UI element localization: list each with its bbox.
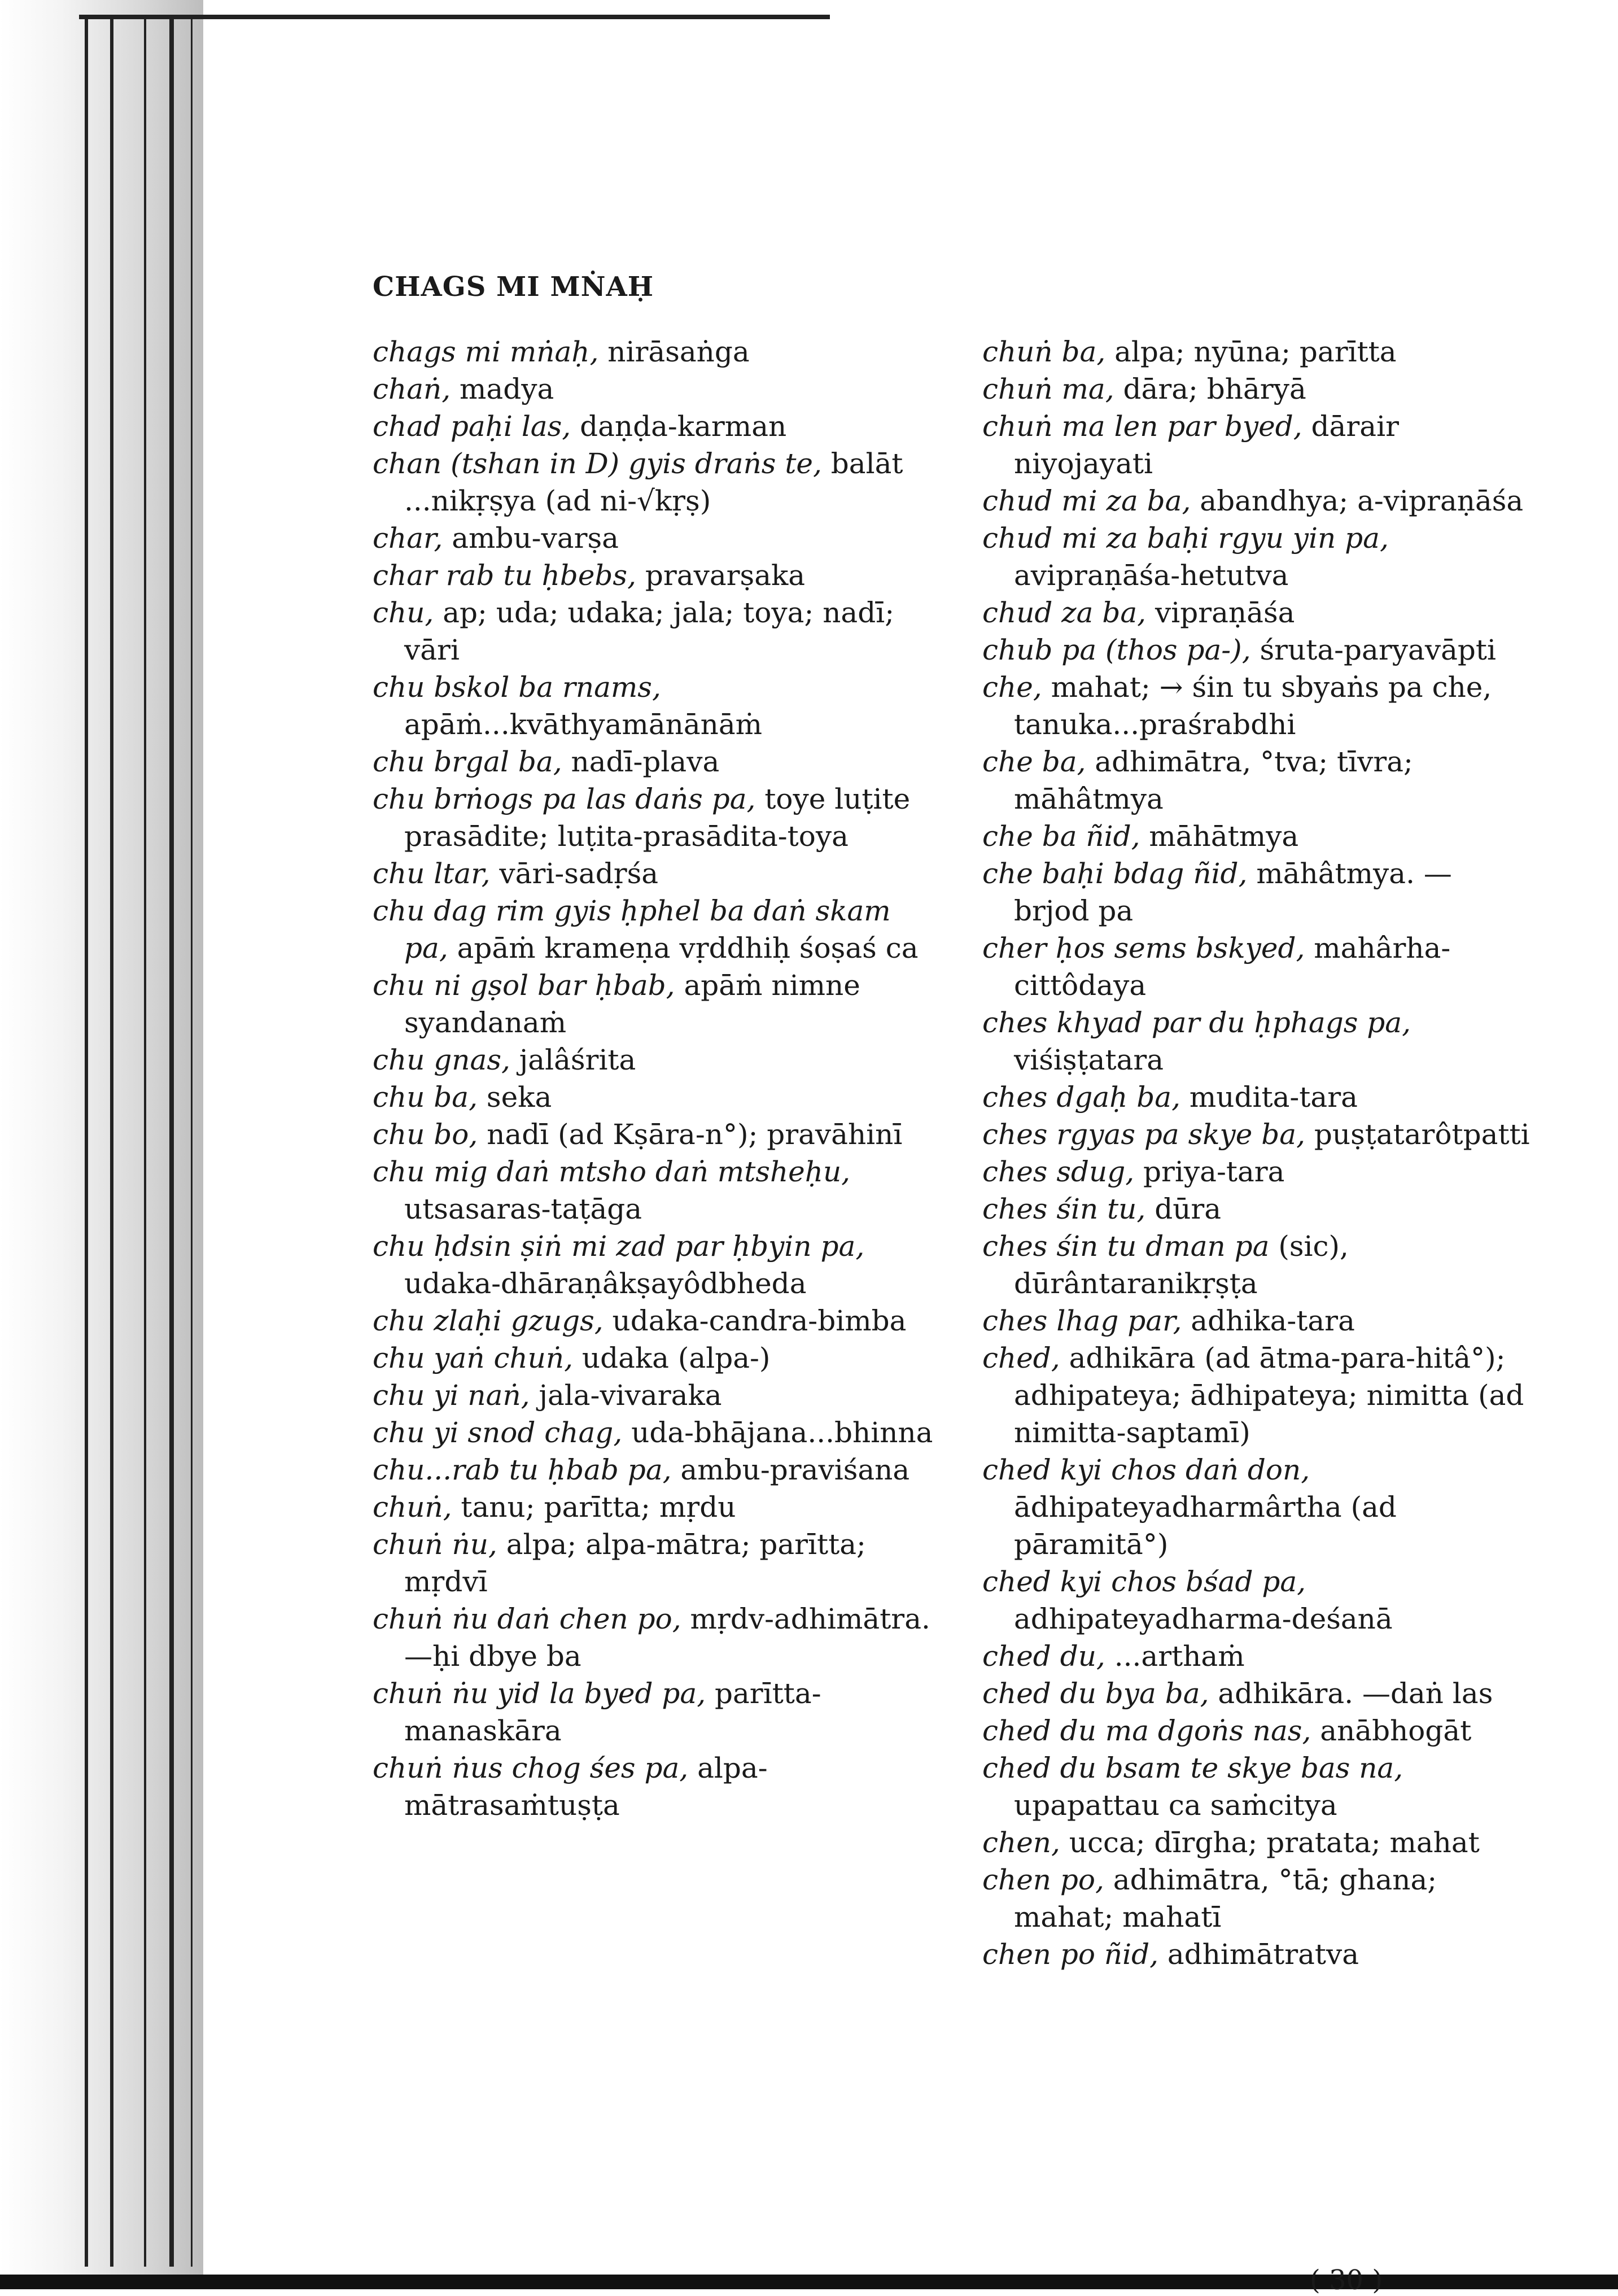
dictionary-entry [982, 1675, 1536, 1712]
dictionary-entry [373, 1451, 937, 1489]
entry-gloss: adhikāra. —daṅ las [1209, 1677, 1493, 1710]
entry-gloss: viśiṣṭatara [1014, 1044, 1164, 1076]
dictionary-entry [373, 1339, 937, 1377]
dictionary-entry [373, 333, 937, 370]
dictionary-entry [373, 1377, 937, 1414]
dictionary-entry [373, 1116, 937, 1153]
entry-gloss: apāṁ...kvāthyamānānāṁ [404, 708, 763, 741]
dictionary-entry [982, 1153, 1536, 1190]
entry-term: ched kyi chos bśad pa, [982, 1565, 1306, 1598]
entry-term: ched du bya ba, [982, 1677, 1209, 1710]
entry-term: chuṅ, [373, 1491, 452, 1524]
dictionary-entry [982, 333, 1536, 370]
entry-gloss: avipraṇāśa-hetutva [1014, 559, 1289, 592]
entry-gloss: jala-vivaraka [530, 1379, 722, 1412]
entry-term: chu brṅogs pa las daṅs pa, [373, 783, 756, 815]
entry-term: chuṅ ma, [982, 373, 1114, 405]
right-column [982, 333, 1536, 1973]
entry-term: chen po ñid, [982, 1938, 1158, 1971]
entry-term: chu...rab tu ḥbab pa, [373, 1453, 672, 1486]
dictionary-entry [982, 1936, 1536, 1973]
dictionary-entry [373, 1302, 937, 1339]
dictionary-entry [373, 1749, 937, 1824]
entry-gloss: alpa; alpa-mātra; parītta; mṛdvī [404, 1528, 866, 1598]
entry-gloss: ambu-praviśana [671, 1453, 910, 1486]
entry-term: chu dag rim gyis ḥphel ba daṅ skam pa, [373, 894, 891, 964]
dictionary-entry [373, 594, 937, 669]
dictionary-entry [373, 855, 937, 892]
dictionary-entry [373, 1041, 937, 1079]
entry-term: chags mi mṅaḥ, [373, 335, 599, 368]
entry-gloss: upapattau ca saṁcitya [1014, 1789, 1337, 1822]
entry-gloss: (sic), dūrântaranikṛṣṭa [1014, 1230, 1349, 1300]
entry-gloss: ap; uda; udaka; jala; toya; nadī; vāri [404, 596, 895, 666]
dictionary-entry [982, 1190, 1536, 1228]
spine-line [110, 17, 113, 2267]
entry-term: chen, [982, 1826, 1060, 1859]
entry-gloss: adhimātra, °tva; tīvra; māhâtmya [1014, 745, 1413, 815]
dictionary-entry [982, 408, 1536, 482]
dictionary-entry [373, 780, 937, 855]
dictionary-entry [982, 929, 1536, 1004]
entry-term: chub pa (thos pa-), [982, 634, 1251, 666]
dictionary-entry [982, 1749, 1536, 1824]
entry-term: ches śin tu, [982, 1193, 1146, 1225]
dictionary-entry [373, 1526, 937, 1600]
dictionary-entry [982, 1079, 1536, 1116]
entry-gloss: mudita-tara [1180, 1081, 1358, 1114]
entry-gloss: ādhipateyadharmârtha (ad pāramitā°) [1014, 1491, 1397, 1561]
entry-term: ched du ma dgoṅs nas, [982, 1714, 1311, 1747]
entry-gloss: uda-bhājana...bhinna [622, 1416, 933, 1449]
entry-term: che baḥi bdag ñid, [982, 857, 1248, 890]
dictionary-entry [373, 520, 937, 557]
entry-term: chuṅ ṅus chog śes pa, [373, 1752, 689, 1784]
entry-gloss: mahârha-cittôdaya [1014, 932, 1451, 1002]
page-number: ( 30 ) [1310, 2264, 1383, 2296]
entry-gloss: dāra; bhāryā [1114, 373, 1306, 405]
entry-term: chan (tshan in D) gyis draṅs te, [373, 447, 822, 480]
entry-gloss: mahat; → śin tu sbyaṅs pa che, tanuka...praśrabdhi [1014, 671, 1492, 741]
entry-gloss: puṣṭatarôtpatti [1305, 1118, 1530, 1151]
entry-term: che ba, [982, 745, 1086, 778]
entry-gloss: ambu-varṣa [443, 522, 619, 555]
entry-gloss: abandhya; a-vipraṇāśa [1191, 484, 1524, 517]
dictionary-entry [373, 1079, 937, 1116]
entry-gloss: priya-tara [1134, 1155, 1285, 1188]
entry-gloss: ucca; dīrgha; pratata; mahat [1060, 1826, 1480, 1859]
dictionary-entry [373, 370, 937, 408]
entry-gloss: toye luṭite prasādite; luṭita-prasādita-toya [404, 783, 911, 853]
dictionary-entry [373, 1153, 937, 1228]
entry-term: chen po, [982, 1863, 1104, 1896]
entry-term: chu brgal ba, [373, 745, 562, 778]
dictionary-entry [373, 557, 937, 594]
entry-gloss: nirāsaṅga [598, 335, 750, 368]
dictionary-entry [373, 669, 937, 743]
dictionary-entry [982, 520, 1536, 594]
entry-gloss: jalâśrita [510, 1044, 636, 1076]
entry-gloss: alpa-mātrasaṁtuṣṭa [404, 1752, 768, 1822]
entry-term: chud mi za ba, [982, 484, 1191, 517]
entry-gloss: māhātmya [1140, 820, 1299, 853]
entry-gloss: nadī-plava [562, 745, 720, 778]
dictionary-entry [373, 445, 937, 520]
entry-term: chu, [373, 596, 434, 629]
entry-term: che ba ñid, [982, 820, 1140, 853]
entry-gloss: balāt ...nikṛṣya (ad ni-√kṛṣ) [404, 447, 903, 517]
entry-term: chu bo, [373, 1118, 478, 1151]
spine-line [191, 17, 193, 2267]
dictionary-entry [982, 1302, 1536, 1339]
entry-gloss: adhipateyadharma-deśanā [1014, 1603, 1393, 1635]
entry-gloss: dūra [1145, 1193, 1222, 1225]
entry-term: ches rgyas pa skye ba, [982, 1118, 1305, 1151]
entry-gloss: seka [478, 1081, 552, 1114]
dictionary-entry [982, 1861, 1536, 1936]
entry-term: char, [373, 522, 443, 555]
entry-gloss: apāṁ krameṇa vṛddhiḥ śoṣaś ca [448, 932, 919, 964]
entry-term: chuṅ ba, [982, 335, 1106, 368]
entry-gloss: daṇḍa-karman [571, 410, 787, 443]
entry-gloss: adhimātratva [1158, 1938, 1359, 1971]
dictionary-entry [982, 1004, 1536, 1079]
entry-gloss: utsasaras-taṭāga [404, 1193, 642, 1225]
entry-term: chaṅ, [373, 373, 451, 405]
entry-gloss: ...arthaṁ [1105, 1640, 1245, 1673]
entry-term: chud za ba, [982, 596, 1147, 629]
entry-term: ches khyad par du ḥphags pa, [982, 1006, 1411, 1039]
entry-term: ched kyi chos daṅ don, [982, 1453, 1310, 1486]
entry-term: chu zlaḥi gzugs, [373, 1304, 604, 1337]
dictionary-entry [982, 743, 1536, 818]
dictionary-entry [982, 1116, 1536, 1153]
entry-gloss: vipraṇāśa [1146, 596, 1295, 629]
entry-gloss: māhâtmya. — brjod pa [1014, 857, 1452, 927]
entry-gloss: adhikāra (ad ātma-para-hitâ°); adhipateya; ādhipateya; nimitta (ad nimitta-saptamī) [1014, 1342, 1524, 1449]
entry-gloss: pravarṣaka [636, 559, 806, 592]
entry-term: cher ḥos sems bskyed, [982, 932, 1305, 964]
entry-gloss: śruta-paryavāpti [1250, 634, 1496, 666]
entry-gloss: apāṁ nimne syandanaṁ [404, 969, 860, 1039]
entry-term: chu gnas, [373, 1044, 510, 1076]
entry-gloss: udaka (alpa-) [572, 1342, 771, 1374]
dictionary-entry [373, 1600, 937, 1675]
entry-term: ches śin tu dman pa [982, 1230, 1270, 1263]
entry-gloss: madya [451, 373, 554, 405]
entry-term: chuṅ ṅu daṅ chen po, [373, 1603, 681, 1635]
entry-term: ches sdug, [982, 1155, 1135, 1188]
spine-line [85, 17, 88, 2267]
entry-term: chuṅ ṅu, [373, 1528, 497, 1561]
dictionary-entry [373, 892, 937, 967]
entry-gloss: parītta-manaskāra [404, 1677, 821, 1747]
entry-gloss: alpa; nyūna; parītta [1105, 335, 1397, 368]
entry-gloss: nadī (ad Kṣāra-n°); pravāhinī [478, 1118, 903, 1151]
entry-term: ched du, [982, 1640, 1105, 1673]
entry-gloss: adhimātra, °tā; ghana; mahat; mahatī [1014, 1863, 1437, 1933]
entry-gloss: mṛdv-adhimātra. —ḥi dbye ba [404, 1603, 930, 1673]
dictionary-entry [982, 1228, 1536, 1302]
entry-gloss: udaka-candra-bimba [603, 1304, 907, 1337]
entry-term: chu ḥdsin ṣiṅ mi zad par ḥbyin pa, [373, 1230, 865, 1263]
dictionary-entry [982, 1451, 1536, 1563]
entry-term: ched du bsam te skye bas na, [982, 1752, 1403, 1784]
dictionary-entry [373, 1489, 937, 1526]
entry-term: chu yi naṅ, [373, 1379, 530, 1412]
entry-term: chuṅ ma len par byed, [982, 410, 1302, 443]
entry-term: chu yaṅ chuṅ, [373, 1342, 573, 1374]
entry-gloss: tanu; parītta; mṛdu [452, 1491, 736, 1524]
dictionary-entry [982, 669, 1536, 743]
dictionary-entry [982, 855, 1536, 929]
dictionary-entry [982, 370, 1536, 408]
dictionary-entry [982, 818, 1536, 855]
entry-term: chu bskol ba rnams, [373, 671, 661, 704]
dictionary-entry [373, 408, 937, 445]
entry-term: chu ba, [373, 1081, 478, 1114]
entry-term: char rab tu ḥbebs, [373, 559, 636, 592]
entry-term: chu mig daṅ mtsho daṅ mtsheḥu, [373, 1155, 851, 1188]
dictionary-entry [982, 1638, 1536, 1675]
entry-term: chu ltar, [373, 857, 491, 890]
entry-term: chad paḥi las, [373, 410, 571, 443]
book-spine [0, 0, 203, 2289]
entry-gloss: udaka-dhāraṇâkṣayôdbheda [404, 1267, 807, 1300]
dictionary-entry [982, 482, 1536, 520]
dictionary-entry [373, 1675, 937, 1749]
spine-line [144, 17, 146, 2267]
top-rule [79, 15, 830, 19]
dictionary-entry [373, 743, 937, 780]
dictionary-entry [373, 967, 937, 1041]
entry-term: chuṅ ṅu yid la byed pa, [373, 1677, 706, 1710]
entry-term: ches dgaḥ ba, [982, 1081, 1180, 1114]
page-heading: CHAGS MI MṄAḤ [373, 271, 654, 303]
entry-gloss: anābhogāt [1311, 1714, 1472, 1747]
dictionary-entry [982, 1824, 1536, 1861]
left-column [373, 333, 937, 1824]
entry-gloss: vāri-sadṛśa [490, 857, 659, 890]
entry-term: che, [982, 671, 1042, 704]
entry-term: ched, [982, 1342, 1060, 1374]
dictionary-entry [982, 631, 1536, 669]
entry-gloss: adhika-tara [1182, 1304, 1355, 1337]
dictionary-entry [982, 1712, 1536, 1749]
dictionary-entry [982, 594, 1536, 631]
entry-term: chud mi za baḥi rgyu yin pa, [982, 522, 1389, 555]
dictionary-entry [373, 1414, 937, 1451]
dictionary-entry [373, 1228, 937, 1302]
spine-line [169, 17, 174, 2267]
dictionary-entry [982, 1339, 1536, 1451]
entry-gloss: dārair niyojayati [1014, 410, 1399, 480]
dictionary-entry [982, 1563, 1536, 1638]
entry-term: chu ni gṣol bar ḥbab, [373, 969, 675, 1002]
entry-term: chu yi snod chag, [373, 1416, 623, 1449]
entry-term: ches lhag par, [982, 1304, 1182, 1337]
